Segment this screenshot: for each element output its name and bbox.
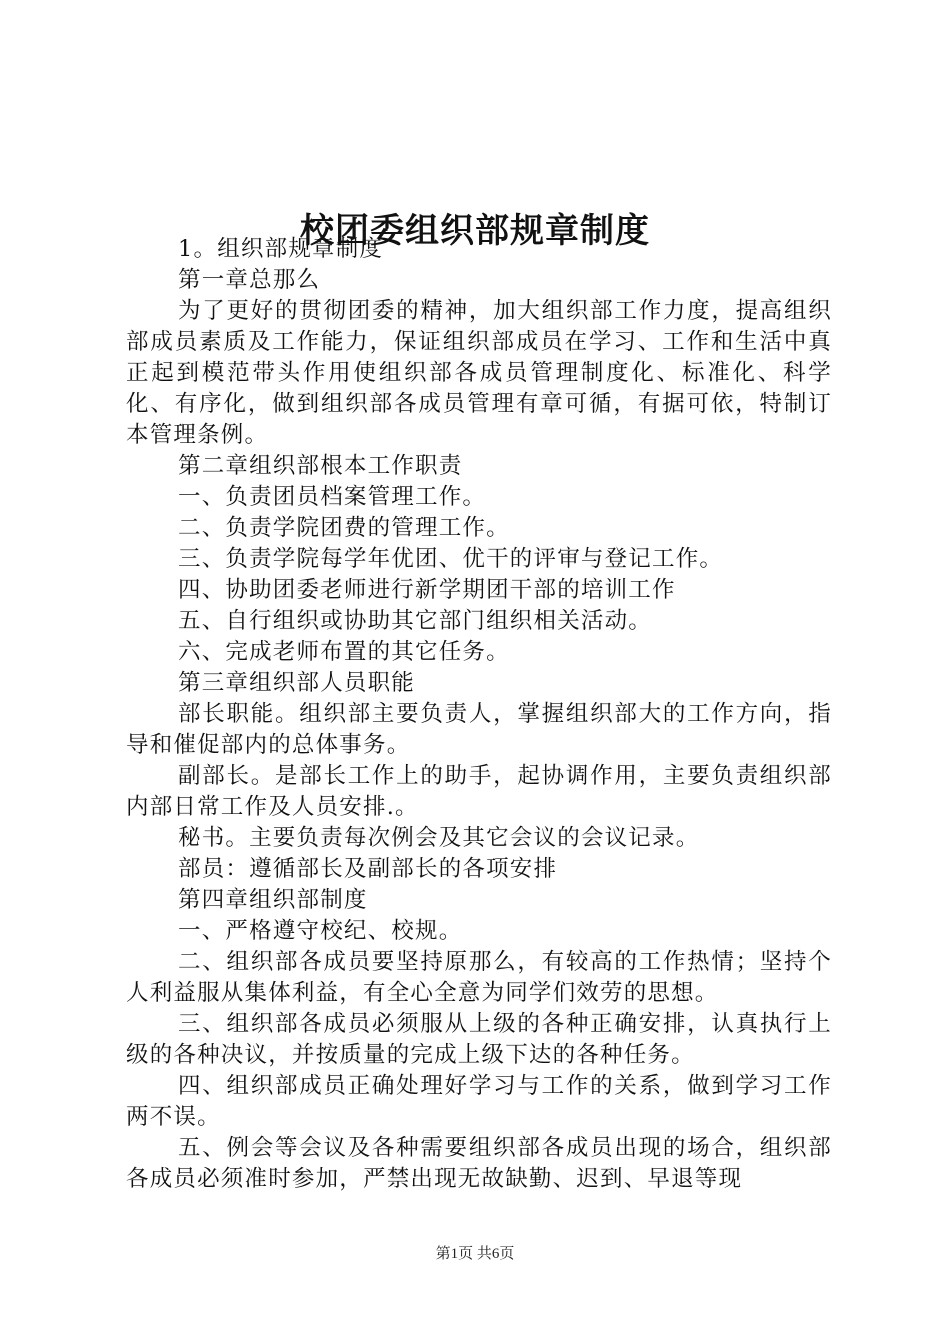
- list-item: 四、组织部成员正确处理好学习与工作的关系，做到学习工作两不误。: [126, 1073, 832, 1130]
- list-item: 一、严格遵守校纪、校规。: [178, 918, 463, 944]
- list-item: 六、完成老师布置的其它任务。: [178, 639, 510, 665]
- paragraph: 为了更好的贯彻团委的精神，加大组织部工作力度，提高组织部成员素质及工作能力，保证组织部成员在学习、工作和生活中真正起到模范带头作用使组织部各成员管理制度化、标准化、科学化、有序化，做到组织部各成员管理有章可循，有据可依，特制订本管理条例。: [126, 298, 832, 448]
- chapter-heading: 第四章组织部制度: [178, 887, 368, 913]
- paragraph: 部员：遵循部长及副部长的各项安排: [178, 856, 558, 882]
- list-item: 五、例会等会议及各种需要组织部各成员出现的场合，组织部各成员必须准时参加，严禁出现无故缺勤、迟到、早退等现: [126, 1135, 832, 1192]
- list-item: 一、负责团员档案管理工作。: [178, 484, 487, 510]
- paragraph: 秘书。主要负责每次例会及其它会议的会议记录。: [178, 825, 700, 851]
- chapter-heading: 第三章组织部人员职能: [178, 670, 416, 696]
- paragraph: 副部长。是部长工作上的助手，起协调作用，主要负责组织部内部日常工作及人员安排.。: [126, 763, 832, 820]
- list-item: 三、组织部各成员必须服从上级的各种正确安排，认真执行上级的各种决议，并按质量的完成上级下达的各种任务。: [126, 1011, 832, 1068]
- chapter-heading: 第一章总那么: [178, 267, 321, 293]
- list-item: 四、协助团委老师进行新学期团干部的培训工作: [178, 577, 676, 603]
- paragraph: 1。组织部规章制度: [178, 236, 384, 262]
- paragraph: 部长职能。组织部主要负责人，掌握组织部大的工作方向，指导和催促部内的总体事务。: [126, 701, 832, 758]
- list-item: 二、组织部各成员要坚持原那么，有较高的工作热情；坚持个人利益服从集体利益，有全心全意为同学们效劳的思想。: [126, 949, 832, 1006]
- document-body: [126, 234, 832, 1195]
- document-title: 校团委组织部规章制度: [300, 210, 650, 251]
- list-item: 三、负责学院每学年优团、优干的评审与登记工作。: [178, 546, 724, 572]
- page-number-footer: 第1页 共6页: [435, 1246, 515, 1262]
- list-item: 五、自行组织或协助其它部门组织相关活动。: [178, 608, 653, 634]
- list-item: 二、负责学院团费的管理工作。: [178, 515, 510, 541]
- chapter-heading: 第二章组织部根本工作职责: [178, 453, 463, 479]
